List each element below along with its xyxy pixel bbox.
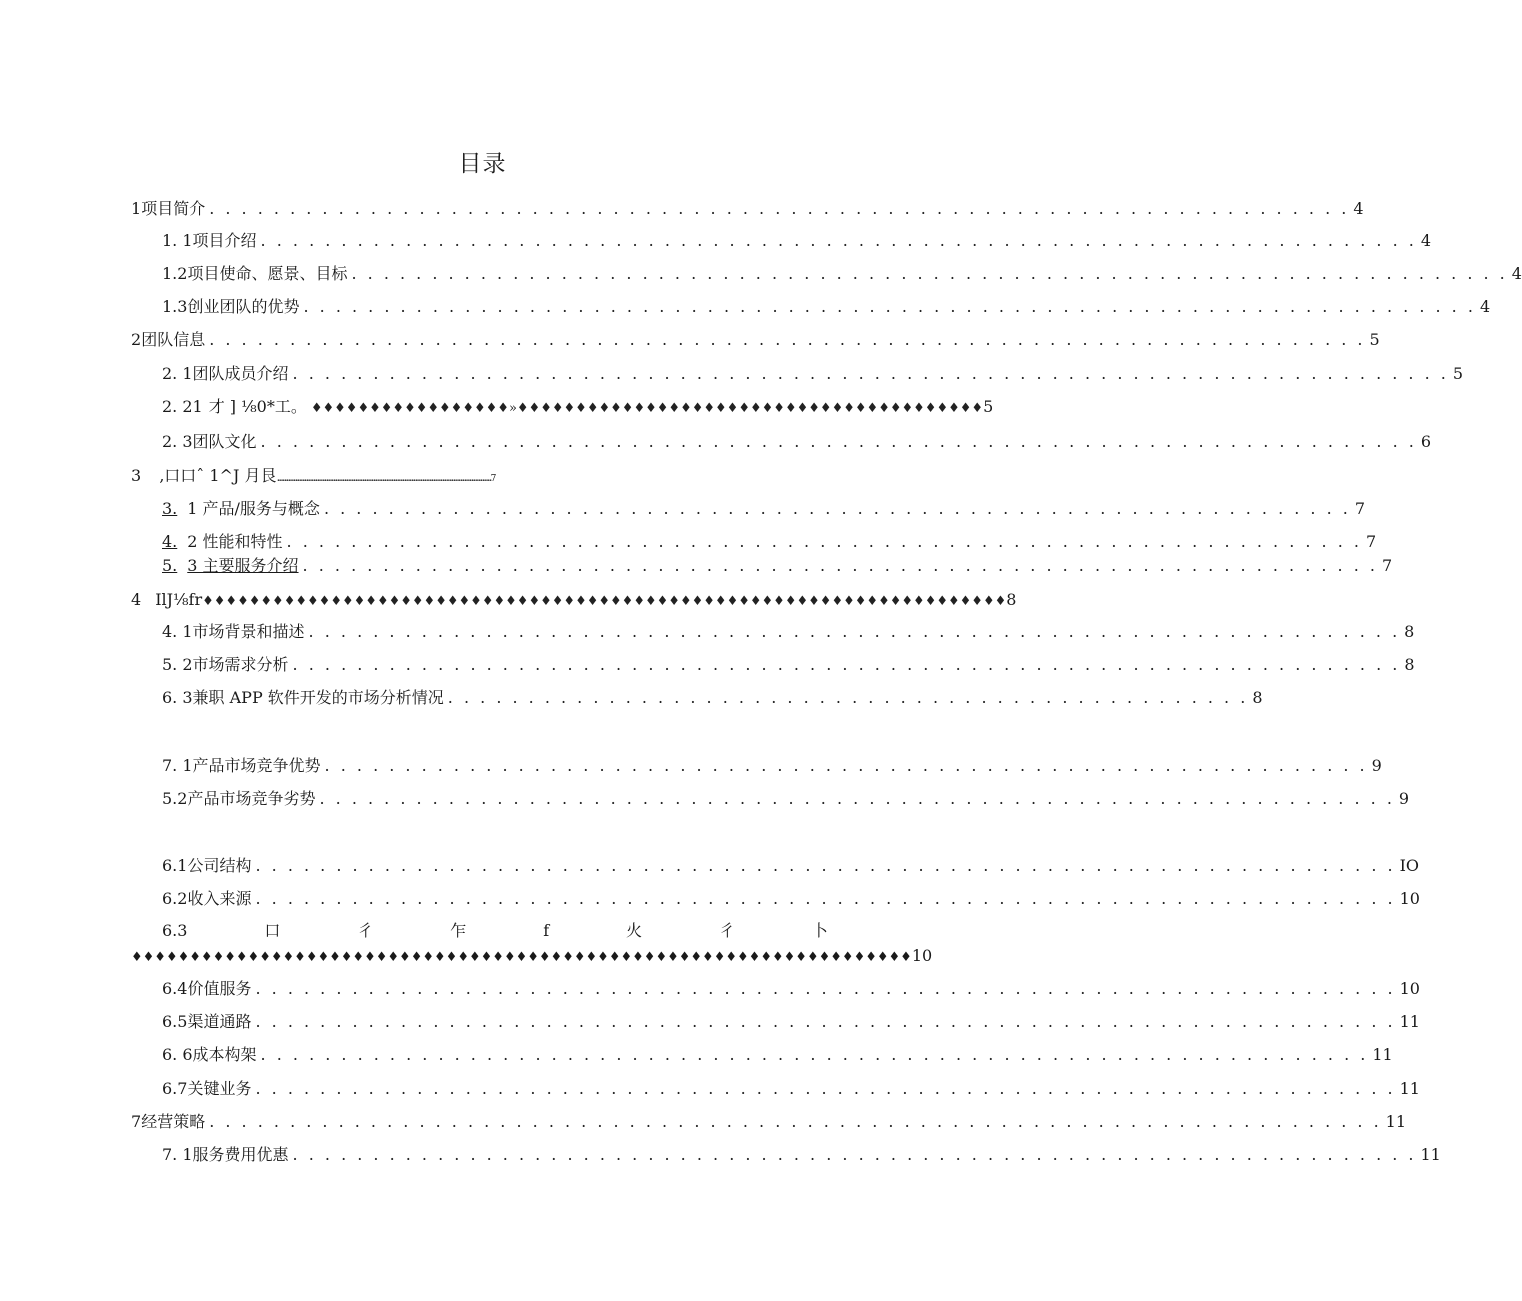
toc-entry-number: 6.5	[162, 1012, 188, 1031]
toc-entry-label: 市场需求分析	[192, 655, 289, 674]
toc-entry-number: 4.	[162, 532, 178, 551]
toc-leader: . . . . . . . . . . . . . . . . . . . . . . . . . . . . . . . . . . . . . . . . . . . . . . . . . . . . . . . . . . . . . . . . . . . . . . . .	[292, 364, 1449, 383]
toc-page-number: 11	[1399, 1012, 1420, 1031]
toc-entry-label: 项目简介	[141, 199, 206, 218]
toc-entry-label: 1 产品/服务与概念	[187, 499, 320, 518]
toc-entry-label: 创业团队的优势	[187, 297, 300, 316]
toc-page-number: 10	[1399, 979, 1420, 998]
toc-entry-number: 6.3	[162, 921, 188, 940]
toc-leader: . . . . . . . . . . . . . . . . . . . . . . . . . . . . . . . . . . . . . . . . . . . . . . . . . . . . . . . . . . . . . . . . . . . . . . . . .	[303, 297, 1476, 316]
toc-leader: . . . . . . . . . . . . . . . . . . . . . . . . . . . . . . . . . . . . . . . . . . . . . . . . . . . . . . . . . . . . . . . . . . . . .	[292, 655, 1401, 674]
toc-entry[interactable]	[162, 655, 1415, 675]
toc-entry-label: 团队信息	[141, 330, 206, 349]
toc-entry-number: 1.2	[162, 264, 188, 283]
toc-entry[interactable]	[162, 889, 1420, 909]
toc-page-number: 5	[983, 397, 994, 416]
toc-page-number: 9	[1371, 756, 1382, 775]
toc-page-number: 4	[1353, 199, 1364, 218]
toc-page-number: 4	[1479, 297, 1491, 316]
toc-entry-label: 服务费用优惠	[192, 1145, 289, 1164]
toc-page-number: 8	[1404, 622, 1415, 641]
toc-entry[interactable]	[162, 1012, 1420, 1032]
toc-entry-number: 5.	[162, 556, 178, 575]
toc-entry[interactable]	[162, 397, 994, 419]
toc-page-number: 7	[1365, 532, 1377, 551]
toc-page-number: 4	[1511, 264, 1522, 283]
toc-entry-label: ‚口口ˆ 1^J 月艮	[159, 466, 277, 485]
toc-leader: . . . . . . . . . . . . . . . . . . . . . . . . . . . . . . . . . . . . . . . . . . . . . . . . . . . . . . . . . . . . . . . . .	[324, 756, 1368, 775]
toc-leader: ......................................................................................................................	[276, 470, 491, 484]
toc-entry-char: 彳	[357, 921, 374, 940]
toc-entry-number: 1. 1	[162, 231, 193, 250]
toc-leader: . . . . . . . . . . . . . . . . . . . . . . . . . . . . . . . . . . . . . . . . . . . . . . . . . . . . . . . . . . . . . . . . . . . . . . .	[255, 856, 1396, 875]
toc-entry[interactable]	[162, 432, 1432, 452]
toc-page-number: 10	[911, 946, 933, 965]
toc-title: 目录	[458, 151, 507, 177]
toc-leader: . . . . . . . . . . . . . . . . . . . . . . . . . . . . . . . . . . . . . . . . . . . . . . . . . . . . . . . . . . . . . . . . . . . . . .	[292, 1145, 1417, 1164]
toc-leader: ♦♦♦♦♦♦♦♦♦♦♦♦♦♦♦♦♦♦♦♦♦♦♦♦♦♦♦♦♦♦♦♦♦♦♦♦♦♦♦♦♦♦♦♦♦♦♦♦♦♦♦♦♦♦♦♦♦♦♦♦♦♦♦♦♦♦♦♦♦	[202, 594, 1007, 609]
toc-entry-label: 团队文化	[192, 432, 257, 451]
toc-entry[interactable]	[162, 789, 1410, 809]
toc-entry[interactable]	[162, 1045, 1393, 1065]
toc-leader: . . . . . . . . . . . . . . . . . . . . . . . . . . . . . . . . . . . . . . . . . . . . . . . . . .	[447, 688, 1249, 707]
toc-entry-char: 卜	[811, 921, 828, 940]
toc-entry-label: 公司结构	[187, 856, 252, 875]
toc-entry-label: 3 主要服务介绍	[187, 556, 299, 575]
toc-entry-number: 2. 3	[162, 432, 193, 451]
toc-leader: . . . . . . . . . . . . . . . . . . . . . . . . . . . . . . . . . . . . . . . . . . . . . . . . . . . . . . . . . . . . . . . . . . . . . . . .	[209, 330, 1366, 349]
toc-page-number: 7	[1354, 499, 1366, 518]
toc-entry-label: IlJ⅛fr	[155, 590, 203, 609]
toc-page-number: 11	[1399, 1079, 1420, 1098]
toc-entry-number: 7. 1	[162, 756, 193, 775]
toc-entry[interactable]	[162, 231, 1432, 251]
toc-entry-label: 关键业务	[187, 1079, 252, 1098]
toc-leader: . . . . . . . . . . . . . . . . . . . . . . . . . . . . . . . . . . . . . . . . . . . . . . . . . . . . . . . . . . . . . . . . . . . . . . .	[255, 1079, 1396, 1098]
toc-entry-label: 价值服务	[187, 979, 252, 998]
toc-entry[interactable]	[162, 1079, 1420, 1099]
toc-page-number: 11	[1372, 1045, 1393, 1064]
toc-entry-label: 2 性能和特性	[187, 532, 283, 551]
toc-page-number: 5	[1369, 330, 1380, 349]
toc-entry-number: 6. 3	[162, 688, 193, 707]
toc-entry-number: 1	[131, 199, 142, 218]
toc-page-number: 9	[1398, 789, 1410, 808]
toc-leader: . . . . . . . . . . . . . . . . . . . . . . . . . . . . . . . . . . . . . . . . . . . . . . . . . . . . . . . . . . . . . . . .	[323, 499, 1351, 518]
toc-entry-number: 7	[131, 1112, 142, 1131]
toc-entry-number: 7. 1	[162, 1145, 193, 1164]
toc-page-number: 7	[1381, 556, 1393, 575]
toc-entry[interactable]	[162, 756, 1382, 776]
toc-leader: . . . . . . . . . . . . . . . . . . . . . . . . . . . . . . . . . . . . . . . . . . . . . . . . . . . . . . . . . . . . . . . . . . .	[302, 556, 1378, 575]
toc-leader: . . . . . . . . . . . . . . . . . . . . . . . . . . . . . . . . . . . . . . . . . . . . . . . . . . . . . . . . . . . . . . . . . . . . . . .	[255, 1012, 1396, 1031]
toc-entry-number: 3.	[162, 499, 178, 518]
toc-entry-number: 2. 21	[162, 397, 203, 416]
toc-leader: . . . . . . . . . . . . . . . . . . . . . . . . . . . . . . . . . . . . . . . . . . . . . . . . . . . . . . . . . . . . . . . . . . . . . . .	[255, 889, 1396, 908]
toc-entry-label: 经营策略	[141, 1112, 206, 1131]
toc-entry[interactable]	[162, 532, 1377, 552]
toc-leader: . . . . . . . . . . . . . . . . . . . . . . . . . . . . . . . . . . . . . . . . . . . . . . . . . . . . . . . . . . . . . . . . . . . . . . . .	[260, 432, 1417, 451]
toc-entry[interactable]	[131, 199, 1364, 219]
toc-entry-split[interactable]	[162, 921, 828, 941]
toc-entry-number: 3	[131, 466, 142, 485]
toc-entry[interactable]	[162, 856, 1420, 876]
toc-entry-number: 1.3	[162, 297, 188, 316]
toc-entry-label: 产品市场竞争优势	[192, 756, 321, 775]
toc-entry-char: 火	[626, 921, 643, 940]
toc-entry-number: 6.4	[162, 979, 188, 998]
toc-page-number: 7	[490, 474, 497, 484]
toc-page-number: 5	[1452, 364, 1464, 383]
toc-entry-number: 6.1	[162, 856, 188, 875]
toc-entry-number: 6.2	[162, 889, 188, 908]
toc-leader: . . . . . . . . . . . . . . . . . . . . . . . . . . . . . . . . . . . . . . . . . . . . . . . . . . . . . . . . . . . . . . . . . . . .	[308, 622, 1401, 641]
toc-entry-number: 4. 1	[162, 622, 193, 641]
toc-page-number: IO	[1399, 856, 1420, 875]
toc-entry-char: 口	[264, 921, 281, 940]
toc-entry-split-continuation	[131, 946, 932, 968]
toc-entry-label: 产品市场竞争劣势	[187, 789, 316, 808]
toc-entry-label: 才 ] ⅛0*工。	[208, 397, 307, 416]
toc-entry[interactable]	[131, 590, 1017, 612]
toc-page-number: 6	[1420, 432, 1432, 451]
toc-entry[interactable]	[131, 466, 497, 489]
toc-entry[interactable]	[162, 297, 1491, 317]
toc-entry-number: 5.2	[162, 789, 188, 808]
toc-entry[interactable]	[162, 688, 1263, 708]
toc-page-number: 4	[1420, 231, 1432, 250]
toc-entry-number: 5. 2	[162, 655, 193, 674]
toc-entry-label: 收入来源	[187, 889, 252, 908]
toc-entry-label: 成本构架	[192, 1045, 257, 1064]
toc-leader: . . . . . . . . . . . . . . . . . . . . . . . . . . . . . . . . . . . . . . . . . . . . . . . . . . . . . . . . . . . . . . . . . . .	[286, 532, 1362, 551]
toc-entry-number: 2. 1	[162, 364, 193, 383]
toc-leader: ♦♦♦♦♦♦♦♦♦♦♦♦♦♦♦♦♦♦♦♦♦♦♦♦♦♦♦♦♦♦♦♦♦♦♦♦♦♦♦♦♦♦♦♦♦♦♦♦♦♦♦♦♦♦♦♦♦♦♦♦♦♦♦♦♦♦♦	[131, 950, 912, 965]
toc-page-number: 8	[1006, 590, 1017, 609]
toc-entry[interactable]	[131, 330, 1380, 350]
toc-entry-label: 兼职 APP 软件开发的市场分析情况	[192, 688, 444, 707]
toc-entry-label: 市场背景和描述	[192, 622, 305, 641]
toc-leader: . . . . . . . . . . . . . . . . . . . . . . . . . . . . . . . . . . . . . . . . . . . . . . . . . . . . . . . . . . . . . . . . . . . . . . . . .	[209, 1112, 1382, 1131]
toc-entry[interactable]	[131, 1112, 1407, 1132]
toc-page-number: 8	[1404, 655, 1415, 674]
toc-leader: ♦♦♦♦♦♦♦♦♦♦♦♦♦♦♦♦♦»♦♦♦♦♦♦♦♦♦♦♦♦♦♦♦♦♦♦♦♦♦♦♦♦♦♦♦♦♦♦♦♦♦♦♦♦♦♦♦♦	[310, 401, 984, 416]
toc-entry[interactable]	[162, 556, 1393, 576]
toc-leader: . . . . . . . . . . . . . . . . . . . . . . . . . . . . . . . . . . . . . . . . . . . . . . . . . . . . . . . . . . . . . . . . . . . . . . .	[255, 979, 1396, 998]
toc-leader: . . . . . . . . . . . . . . . . . . . . . . . . . . . . . . . . . . . . . . . . . . . . . . . . . . . . . . . . . . . . . . . . . . .	[319, 789, 1395, 808]
toc-entry[interactable]	[162, 622, 1415, 642]
toc-leader: . . . . . . . . . . . . . . . . . . . . . . . . . . . . . . . . . . . . . . . . . . . . . . . . . . . . . . . . . . . . . . . . . . . . .	[260, 1045, 1369, 1064]
toc-entry-number: 2	[131, 330, 142, 349]
toc-page-number: 8	[1252, 688, 1263, 707]
toc-entry-char: f	[543, 921, 550, 940]
toc-entry[interactable]	[162, 364, 1464, 384]
toc-leader: . . . . . . . . . . . . . . . . . . . . . . . . . . . . . . . . . . . . . . . . . . . . . . . . . . . . . . . . . . . . . . . . . . . . . . . .	[351, 264, 1508, 283]
toc-page-number: 11	[1420, 1145, 1441, 1164]
toc-entry-label: 团队成员介绍	[192, 364, 289, 383]
toc-entry-char: 彳	[718, 921, 735, 940]
toc-leader: . . . . . . . . . . . . . . . . . . . . . . . . . . . . . . . . . . . . . . . . . . . . . . . . . . . . . . . . . . . . . . . . . . . . . . . .	[260, 231, 1417, 250]
toc-entry-label: 项目使命、愿景、目标	[187, 264, 348, 283]
toc-entry-number: 6. 6	[162, 1045, 193, 1064]
toc-page-number: 10	[1399, 889, 1420, 908]
toc-entry-label: 渠道通路	[187, 1012, 252, 1031]
toc-entry-number: 4	[131, 590, 142, 609]
toc-leader: . . . . . . . . . . . . . . . . . . . . . . . . . . . . . . . . . . . . . . . . . . . . . . . . . . . . . . . . . . . . . . . . . . . . . . .	[209, 199, 1350, 218]
toc-entry-label: 项目介绍	[192, 231, 257, 250]
toc-entry-char: 乍	[450, 921, 467, 940]
toc-entry[interactable]	[162, 499, 1366, 519]
toc-page-number: 11	[1385, 1112, 1407, 1131]
toc-entry-number: 6.7	[162, 1079, 188, 1098]
toc-entry[interactable]	[162, 979, 1420, 999]
toc-entry[interactable]	[162, 264, 1522, 284]
toc-entry[interactable]	[162, 1145, 1441, 1165]
